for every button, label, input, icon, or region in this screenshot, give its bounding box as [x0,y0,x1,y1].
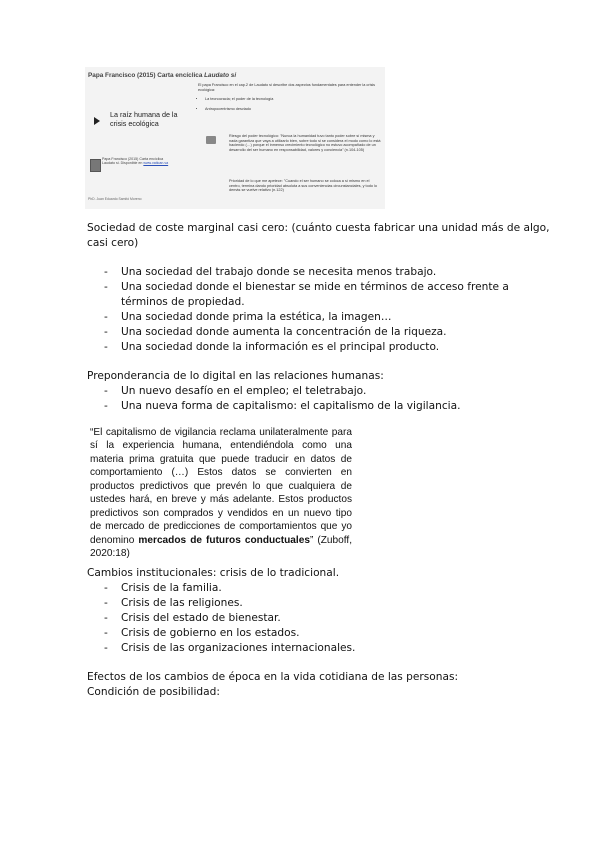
section-heading: Cambios institucionales: crisis de lo tradicional. [87,567,340,579]
list-item: Una sociedad donde la información es el principal producto. [121,341,440,353]
slide-list-item: • La tecnocracia; el poder de la tecnología [205,97,382,102]
list-dash: - [104,400,108,412]
section-heading: Efectos de los cambios de época en la vida cotidiana de las personas: [87,671,459,683]
slide-intro: El papa Francisco en el cap.2 de Laudato si describe dos aspectos fundamentales para entender la crisis ecológica: [198,83,376,92]
zuboff-quote: “El capitalismo de vigilancia reclama unilateralmente para sí la experiencia humana, entendiéndola como una materia prima gratuita que puede traducir en datos de comportamiento (…) Estos datos se convierten en productos predictivos que prevén lo que cualquiera de ustedes hará, en breve y más adelante. Estos productos predictivos son comprados y vendidos en un nuevo tipo de mercado de predicciones de comportamientos que yo denomino mercados de futuros conductuales” (Zuboff, 2020:18) [90,427,352,560]
book-cover-icon [90,159,101,172]
list-dash: - [104,627,108,639]
slide-quote: Prioridad de lo que me apetece: "Cuando el ser humano se coloca a sí mismo en el centro, termina dando prioridad absoluta a sus conveniencias circunstanciales, y todo lo demás se vuelve relativo (n.122) [229,179,377,193]
list-dash: - [104,266,108,278]
section-heading-cont: casi cero) [87,237,139,249]
list-item: Una nueva forma de capitalismo: el capitalismo de la vigilancia. [121,400,461,412]
section-heading: Preponderancia de lo digital en las relaciones humanas: [87,370,384,382]
list-dash: - [104,597,108,609]
slide-title: Papa Francisco (2015) Carta encíclica Laudato si [88,72,237,79]
list-dash: - [104,582,108,594]
slide-image [85,67,385,209]
list-item: Crisis de gobierno en los estados. [121,627,300,639]
list-item: Una sociedad donde aumenta la concentración de la riqueza. [121,326,447,338]
list-item: Una sociedad donde prima la estética, la imagen… [121,311,392,323]
slide-list-item: • Antropocentrismo desviado [205,107,382,112]
section-heading: Sociedad de coste marginal casi cero: (cuánto cuesta fabricar una unidad más de algo, [87,222,550,234]
slide-author: PhD. Juan Eduardo Samitó Moreno [88,197,142,201]
list-item: Una sociedad del trabajo donde se necesita menos trabajo. [121,266,437,278]
slide-right-column [198,83,382,117]
play-icon [94,117,100,125]
list-dash: - [104,642,108,654]
list-dash: - [104,341,108,353]
list-dash: - [104,311,108,323]
chat-icon [206,136,216,144]
list-item: Crisis de las organizaciones internacionales. [121,642,356,654]
section-heading: Condición de posibilidad: [87,686,220,698]
list-dash: - [104,326,108,338]
slide-list [198,97,382,111]
list-dash: - [104,281,108,293]
list-item: Crisis de la familia. [121,582,222,594]
quote-bold: mercados de futuros conductuales [138,534,310,546]
list-item-cont: términos de propiedad. [121,296,245,308]
book-reference: Papa Francisco (2015) Carta encíclica Laudato si. Disponible en www.vatican.va [102,157,169,166]
list-item: Crisis del estado de bienestar. [121,612,281,624]
slide-quote: Riesgo del poder tecnológico: "Nunca la humanidad tuvo tanto poder sobre sí misma y nada garantiza que vaya a utilizarlo bien, sobre todo si se considera el modo como lo está haciendo (…) porque el inmenso crecimiento tecnológico no estuvo acompañado de un desarrollo del ser humano en responsabilidad, valores y conciencia" (n.104-105) [229,134,381,153]
slide-heading: La raíz humana de la crisis ecológica [110,110,178,128]
list-dash: - [104,612,108,624]
list-item: Una sociedad donde el bienestar se mide en términos de acceso frente a [121,281,509,293]
list-item: Crisis de las religiones. [121,597,243,609]
list-dash: - [104,385,108,397]
book-link[interactable]: www.vatican.va [143,161,169,166]
list-item: Un nuevo desafío en el empleo; el teletrabajo. [121,385,367,397]
